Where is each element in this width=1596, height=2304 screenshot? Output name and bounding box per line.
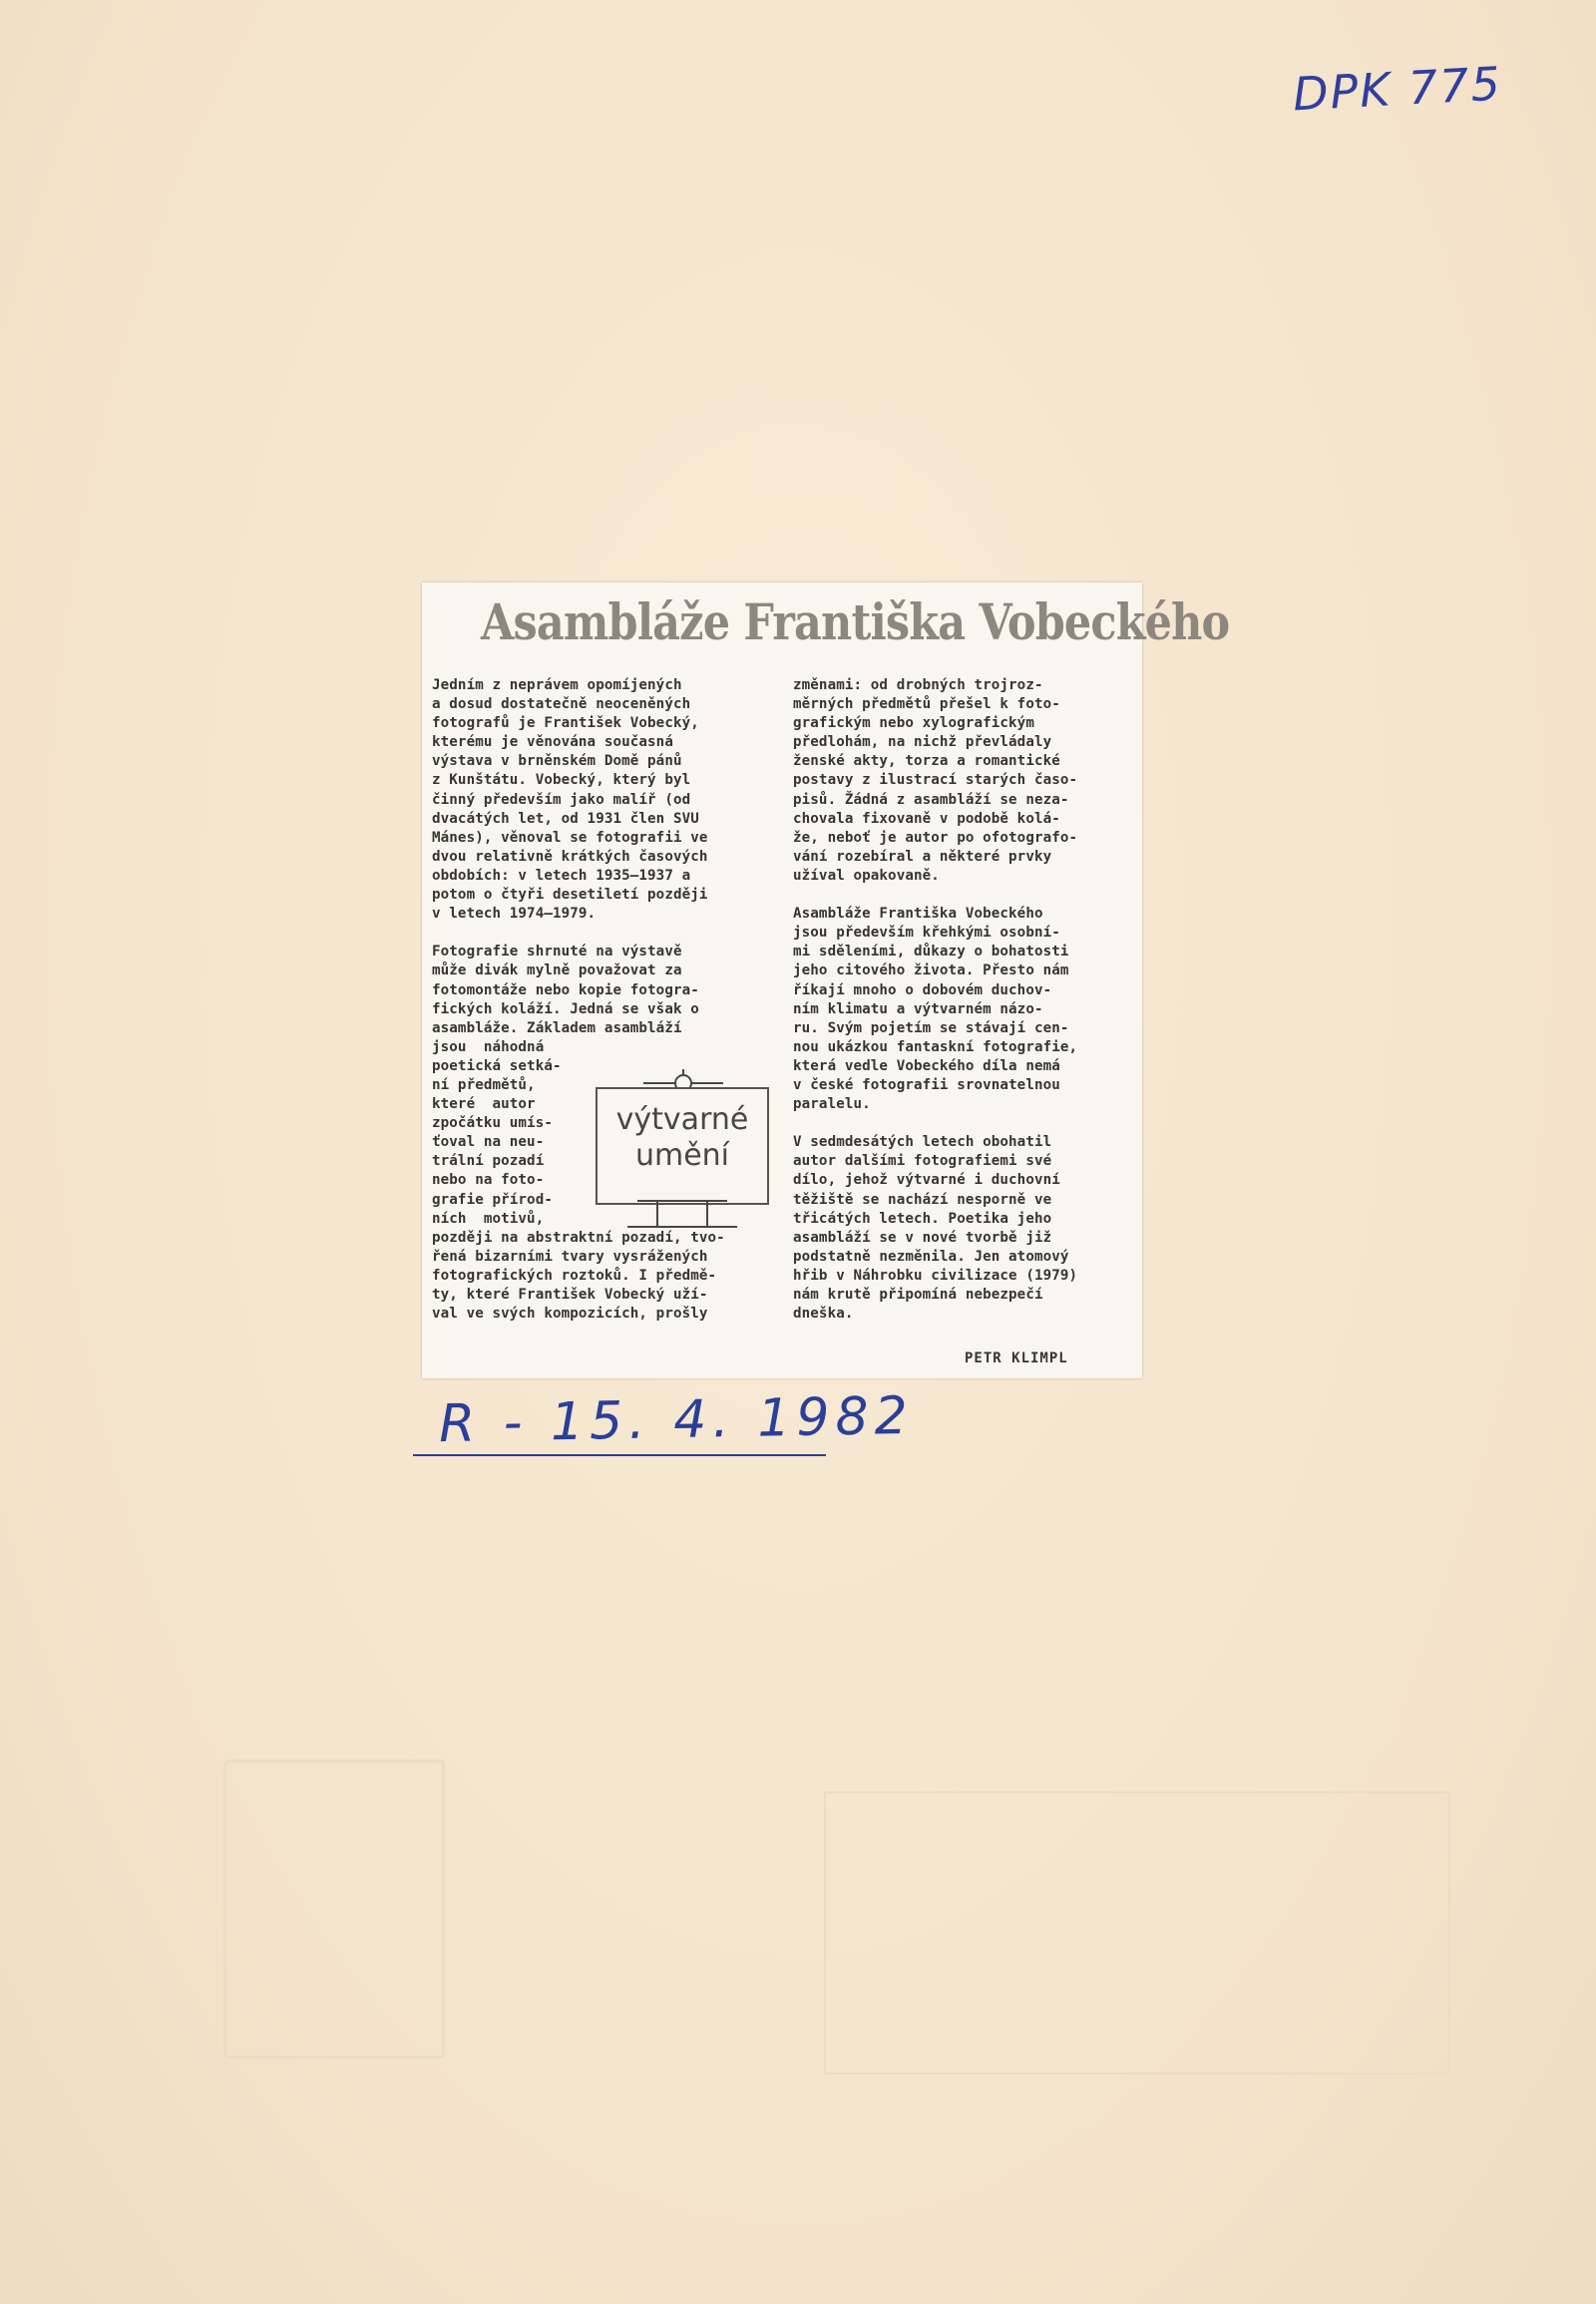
article-line: ru. Svým pojetím se stávají cen- — [793, 1019, 1069, 1036]
faded-frame — [824, 1791, 1450, 2075]
article-line: paralelu. — [793, 1096, 871, 1113]
article-line: potom o čtyři desetiletí později — [432, 887, 708, 904]
article-line: užíval opakovaně. — [793, 867, 940, 884]
article-column-b — [793, 676, 1137, 1324]
date-underline — [413, 1454, 826, 1456]
article-line: jsou především křehkými osobní- — [793, 925, 1060, 942]
article-line: autor dalšími fotografiemi své — [793, 1153, 1052, 1170]
article-line: Jedním z neprávem opomíjených — [432, 677, 682, 693]
article-line: ty, které František Vobecký uží- — [432, 1287, 708, 1303]
article-line: nou ukázkou fantaskní fotografie, — [793, 1038, 1078, 1055]
handwritten-shelfmark: DPK 775 — [1291, 56, 1504, 122]
article-line: činný především jako malíř (od — [432, 791, 691, 808]
article-line: podstatně nezměnila. Jen atomový — [793, 1248, 1069, 1265]
article-line: později na abstraktní pozadí, tvo- — [432, 1229, 725, 1246]
article-line — [793, 886, 1137, 905]
article-line — [432, 924, 781, 943]
article-line: může divák mylně považovat za — [432, 962, 682, 979]
article-line: z Kunštátu. Vobecký, který byl — [432, 772, 691, 789]
article-line: jsou náhodná — [432, 1038, 545, 1055]
article-line: kterému je věnována současná — [432, 734, 673, 751]
article-byline: PETR KLIMPL — [965, 1350, 1068, 1366]
article-line: obdobích: v letech 1935—1937 a — [432, 867, 691, 884]
article-line: dílo, jehož výtvarné i duchovní — [793, 1172, 1060, 1189]
article-line: grafickým nebo xylografickým — [793, 715, 1034, 732]
article-line: Asambláže Františka Vobeckého — [793, 906, 1043, 923]
article-line: že, neboť je autor po ofotografo- — [793, 829, 1078, 846]
article-line: mi sděleními, důkazy o bohatosti — [793, 944, 1069, 960]
article-line: trální pozadí — [432, 1153, 545, 1170]
article-line: měrných předmětů přešel k foto- — [793, 696, 1060, 713]
article-line: vání rozebíral a některé prvky — [793, 848, 1052, 865]
article-line: fotografických roztoků. I předmě- — [432, 1267, 717, 1284]
article-line: výstava v brněnském Domě pánů — [432, 753, 682, 770]
article-line: dvou relativně krátkých časových — [432, 848, 708, 865]
article-line: fických koláží. Jedná se však o — [432, 1000, 699, 1017]
article-line: v české fotografii srovnatelnou — [793, 1076, 1060, 1093]
article-line: fotomontáže nebo kopie fotogra- — [432, 981, 699, 998]
article-line: asambláže. Základem asambláží — [432, 1019, 682, 1036]
article-line: nebo na foto- — [432, 1172, 545, 1189]
article-line: Fotografie shrnuté na výstavě — [432, 944, 682, 960]
rubric-title-line1: výtvarné — [615, 1102, 749, 1137]
article-line: těžiště se nachází nesporně ve — [793, 1191, 1052, 1208]
article-line: v letech 1974—1979. — [432, 906, 597, 923]
article-line: V sedmdesátých letech obohatil — [793, 1134, 1052, 1151]
article-line: předlohám, na nichž převládaly — [793, 734, 1052, 751]
article-line: ženské akty, torza a romantické — [793, 753, 1060, 770]
article-line: třicátých letech. Poetika jeho — [793, 1210, 1052, 1227]
article-line: chovala fixovaně v podobě kolá- — [793, 810, 1060, 827]
rubric-easel-icon — [617, 1197, 747, 1237]
article-line: zpočátku umís- — [432, 1115, 553, 1132]
article-line: která vedle Vobeckého díla nemá — [793, 1057, 1060, 1074]
handwritten-date: R - 15. 4. 1982 — [438, 1385, 915, 1455]
newspaper-clipping — [422, 582, 1230, 1378]
article-line: fotografů je František Vobecký, — [432, 715, 699, 732]
article-line: hřib v Náhrobku civilizace (1979) — [793, 1267, 1078, 1284]
article-line: ních motivů, — [432, 1210, 545, 1227]
article-line: val ve svých kompozicích, prošly — [432, 1306, 708, 1323]
article-line: dneška. — [793, 1306, 854, 1323]
article-line: které autor — [432, 1096, 536, 1113]
article-line: nám krutě připomíná nebezpečí — [793, 1287, 1043, 1303]
rubric-box — [596, 1087, 769, 1205]
article-line: říkají mnoho o dobovém duchov- — [793, 981, 1052, 998]
article-line: a dosud dostatečně neoceněných — [432, 696, 691, 713]
article-line: změnami: od drobných trojroz- — [793, 677, 1043, 693]
article-line: ťoval na neu- — [432, 1134, 545, 1151]
article-line: postavy z ilustrací starých časo- — [793, 772, 1078, 789]
article-line: Mánes), věnoval se fotografii ve — [432, 829, 708, 846]
article-line: ním klimatu a výtvarném názo- — [793, 1000, 1043, 1017]
article-line — [793, 1114, 1137, 1133]
article-line: dvacátých let, od 1931 člen SVU — [432, 810, 699, 827]
article-line: jeho citového života. Přesto nám — [793, 962, 1069, 979]
article-line: asambláží se v nové tvorbě již — [793, 1229, 1052, 1246]
article-line: pisů. Žádná z asambláží se neza- — [793, 791, 1069, 808]
faded-logo-mark — [223, 1759, 445, 2059]
rubric-title-line2: umění — [634, 1138, 730, 1173]
article-line: ní předmětů, — [432, 1076, 536, 1093]
article-line: poetická setká- — [432, 1057, 562, 1074]
article-line: grafie přírod- — [432, 1191, 553, 1208]
article-headline: Asambláže Františka Vobeckého — [481, 592, 1230, 651]
article-line: řená bizarními tvary vysrážených — [432, 1248, 708, 1265]
